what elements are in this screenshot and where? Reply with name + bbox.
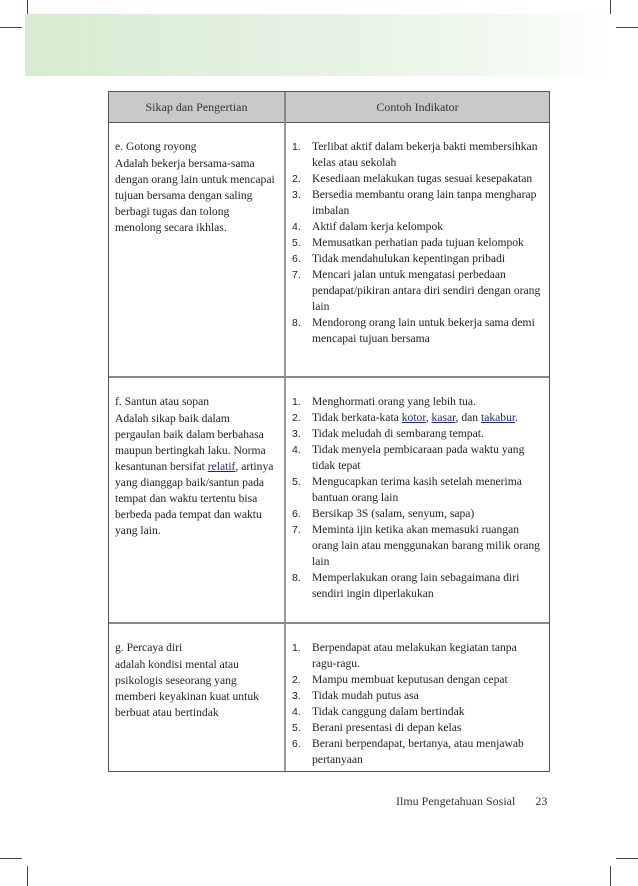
attitude-title: f. Santun atau sopan [115,395,210,408]
list-item: 3. Tidak meludah di sembarang tempat. [292,427,484,440]
indicator-cell [285,123,549,378]
attitude-table [108,91,550,772]
list-item: 8. Mendorong orang lain untuk bekerja sama demi mencapai tujuan bersama [292,316,535,345]
crop-mark [0,858,22,859]
list-item: 6. Berani berpendapat, bertanya, atau menjawab pertanyaan [292,737,524,766]
list-item: 1. Terlibat aktif dalam bekerja bakti membersihkan kelas atau sekolah [292,140,538,169]
page-footer [396,794,547,809]
crop-mark [0,27,22,28]
attitude-definition: Adalah bekerja bersama-sama dengan orang lain untuk mencapai tujuan bersama dengan saling berbagi tugas dan tolong menolong secara ikhlas. [115,157,275,234]
book-title: Ilmu Pengetahuan Sosial [396,794,516,808]
list-item: 5. Berani presentasi di depan kelas [292,721,462,734]
list-item: 5. Mengucapkan terima kasih setelah menerima bantuan orang lain [292,475,522,504]
table-row [109,377,549,623]
header-banner [25,14,615,76]
list-item: 1. Menghormati orang yang lebih tua. [292,395,476,408]
attitude-cell [109,377,285,623]
column-header-attitude: Sikap dan Pengertian [109,92,285,123]
attitude-cell [109,623,285,771]
list-item: 6. Bersikap 3S (salam, senyum, sapa) [292,507,475,520]
indicator-list [290,139,543,347]
list-item: 7. Mencari jalan untuk mengatasi perbedaan pendapat/pikiran antara diri sendiri dengan orang lain [292,268,541,313]
table-row [109,623,549,771]
page-number: 23 [535,794,548,808]
list-item: 7. Meminta ijin ketika akan memasuki ruangan orang lain atau menggunakan barang milik orang lain [292,523,540,568]
list-item: 3. Tidak mudah putus asa [292,689,419,702]
attitude-definition: Adalah sikap baik dalam pergaulan baik dalam berbahasa maupun bertingkah laku. Norma kesantunan bersifat relatif, artinya yang dianggap baik/santun pada tempat dan waktu tertentu bisa berbeda pada tempat dan waktu yang lain. [115,412,274,537]
list-item: 4. Aktif dalam kerja kelompok [292,220,444,233]
crop-mark [27,866,28,886]
column-header-indicator: Contoh Indikator [285,92,549,123]
table-row [109,123,549,378]
crop-mark [616,858,638,859]
list-item: 3. Bersedia membantu orang lain tanpa mengharap imbalan [292,188,537,217]
crop-mark [616,27,638,28]
list-item: 6. Tidak mendahulukan kepentingan pribadi [292,252,506,265]
list-item: 2. Mampu membuat keputusan dengan cepat [292,673,508,686]
list-item: 1. Berpendapat atau melakukan kegiatan tanpa ragu-ragu. [292,641,517,670]
indicator-list [290,640,543,768]
attitude-definition: adalah kondisi mental atau psikologis seseorang yang memberi keyakinan kuat untuk berbuat atau bertindak [115,658,259,719]
list-item: 4. Tidak canggung dalam bertindak [292,705,465,718]
indicator-cell [285,377,549,623]
attitude-title: e. Gotong royong [115,140,197,153]
indicator-cell [285,623,549,771]
indicator-list [290,394,543,602]
crop-mark [610,866,611,886]
attitude-cell [109,123,285,378]
list-item: 5. Memusatkan perhatian pada tujuan kelompok [292,236,524,249]
list-item: 4. Tidak menyela pembicaraan pada waktu yang tidak tepat [292,443,525,472]
attitude-title: g. Percaya diri [115,641,183,654]
list-item: 8. Memperlakukan orang lain sebagaimana diri sendiri ingin diperlakukan [292,571,520,600]
list-item: 2. Kesediaan melakukan tugas sesuai kesepakatan [292,172,533,185]
list-item: 2. Tidak berkata-kata kotor, kasar, dan takabur. [292,411,518,424]
